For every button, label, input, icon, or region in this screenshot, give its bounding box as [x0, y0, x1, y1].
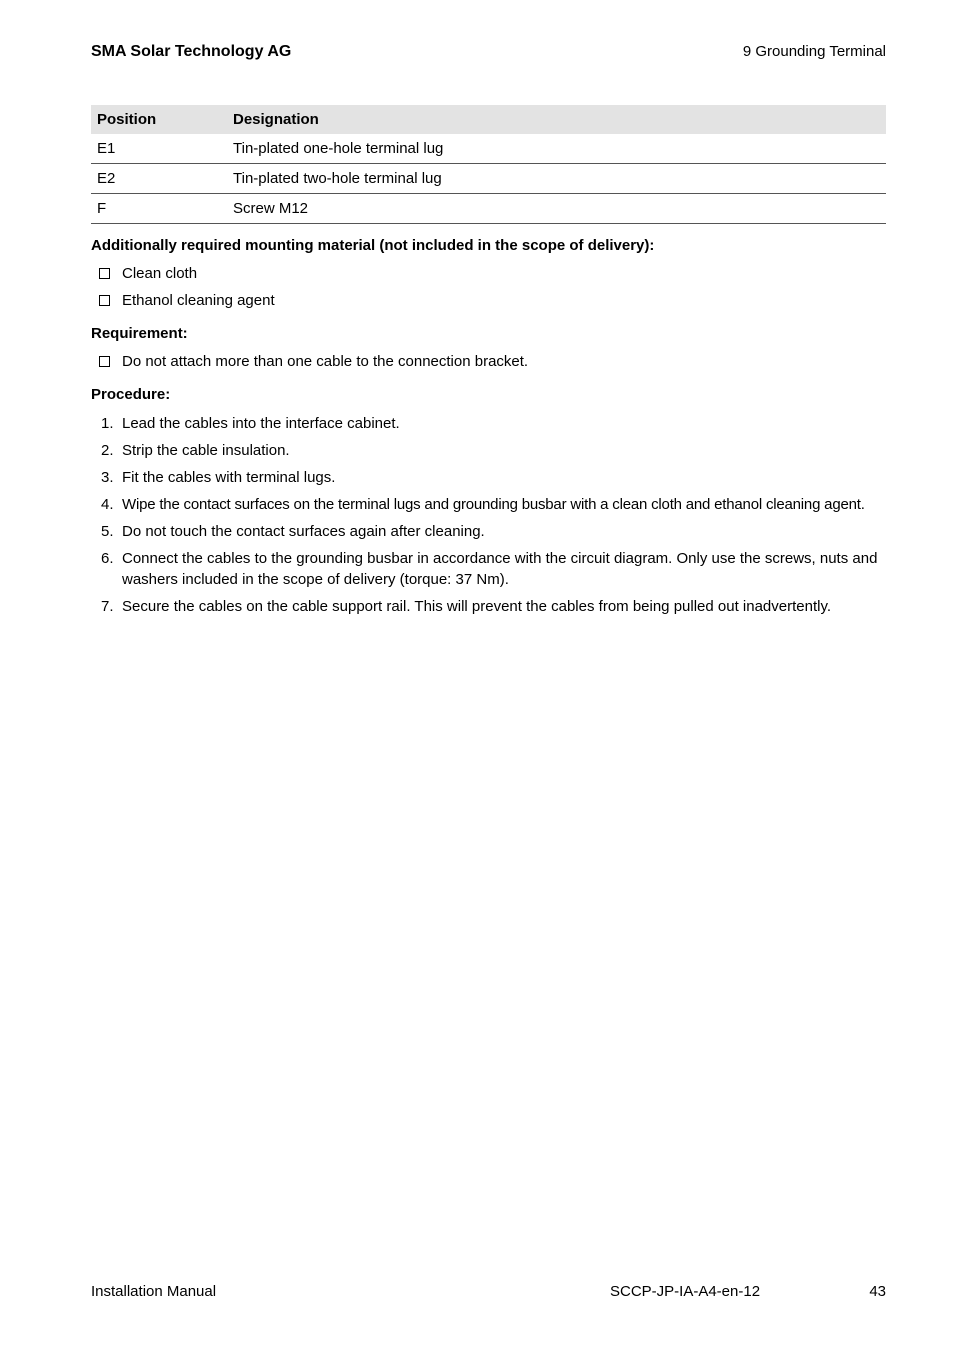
list-item — [99, 352, 528, 379]
step-text: Connect the cables to the grounding busbar in accordance with the circuit diagram. Only use the screws, nuts and washers included in the scope of delivery (torque: 37 Nm). — [122, 550, 878, 588]
material-heading: Additionally required mounting material (not included in the scope of delivery): — [91, 237, 655, 254]
company-name: SMA Solar Technology AG — [91, 43, 292, 60]
list-item — [99, 291, 275, 318]
column-header-designation: Designation — [227, 105, 886, 134]
page-header — [91, 43, 886, 65]
checkbox-icon — [99, 356, 110, 367]
procedure-step — [99, 521, 887, 542]
cell-designation: Tin-plated two-hole terminal lug — [227, 164, 886, 194]
document-code: SCCP-JP-IA-A4-en-12 — [610, 1283, 761, 1300]
step-number: 5. — [101, 523, 114, 540]
table-header-row — [91, 105, 886, 134]
page-footer — [91, 1283, 886, 1305]
list-item-label: Clean cloth — [122, 265, 198, 282]
step-text: Strip the cable insulation. — [122, 442, 290, 459]
cell-position: E2 — [91, 164, 227, 194]
step-text: Fit the cables with terminal lugs. — [122, 469, 336, 486]
page-number: 43 — [869, 1283, 886, 1300]
column-header-position: Position — [91, 105, 227, 134]
procedure-step — [99, 467, 887, 488]
table-row — [91, 194, 886, 224]
document-type: Installation Manual — [91, 1283, 217, 1300]
list-item-label: Do not attach more than one cable to the connection bracket. — [122, 353, 529, 370]
procedure-step — [99, 440, 887, 461]
list-item-label: Ethanol cleaning agent — [122, 292, 275, 309]
material-checklist — [99, 264, 275, 318]
step-number: 1. — [101, 415, 114, 432]
checkbox-icon — [99, 295, 110, 306]
procedure-heading: Procedure: — [91, 386, 171, 403]
checkbox-icon — [99, 268, 110, 279]
cell-designation: Tin-plated one-hole terminal lug — [227, 134, 886, 164]
step-number: 4. — [101, 496, 114, 513]
table-row — [91, 134, 886, 164]
step-text: Do not touch the contact surfaces again after cleaning. — [122, 523, 485, 540]
procedure-step — [99, 413, 887, 434]
cell-position: F — [91, 194, 227, 224]
table-row — [91, 164, 886, 194]
procedure-step — [99, 494, 887, 515]
procedure-step — [99, 548, 887, 590]
step-text: Lead the cables into the interface cabinet. — [122, 415, 400, 432]
requirement-checklist — [99, 352, 528, 379]
cell-designation: Screw M12 — [227, 194, 886, 224]
cell-position: E1 — [91, 134, 227, 164]
step-number: 2. — [101, 442, 114, 459]
chapter-title: 9 Grounding Terminal — [742, 43, 886, 60]
step-text: Secure the cables on the cable support rail. This will prevent the cables from being pulled out inadvertently. — [122, 598, 832, 615]
parts-table — [91, 105, 886, 224]
procedure-steps — [99, 413, 887, 623]
step-text: Wipe the contact surfaces on the terminal lugs and grounding busbar with a clean cloth and ethanol cleaning agent. — [122, 496, 865, 513]
list-item — [99, 264, 275, 291]
step-number: 3. — [101, 469, 114, 486]
requirement-heading: Requirement: — [91, 325, 188, 342]
step-number: 7. — [101, 598, 114, 615]
procedure-step — [99, 596, 887, 617]
step-number: 6. — [101, 550, 114, 567]
